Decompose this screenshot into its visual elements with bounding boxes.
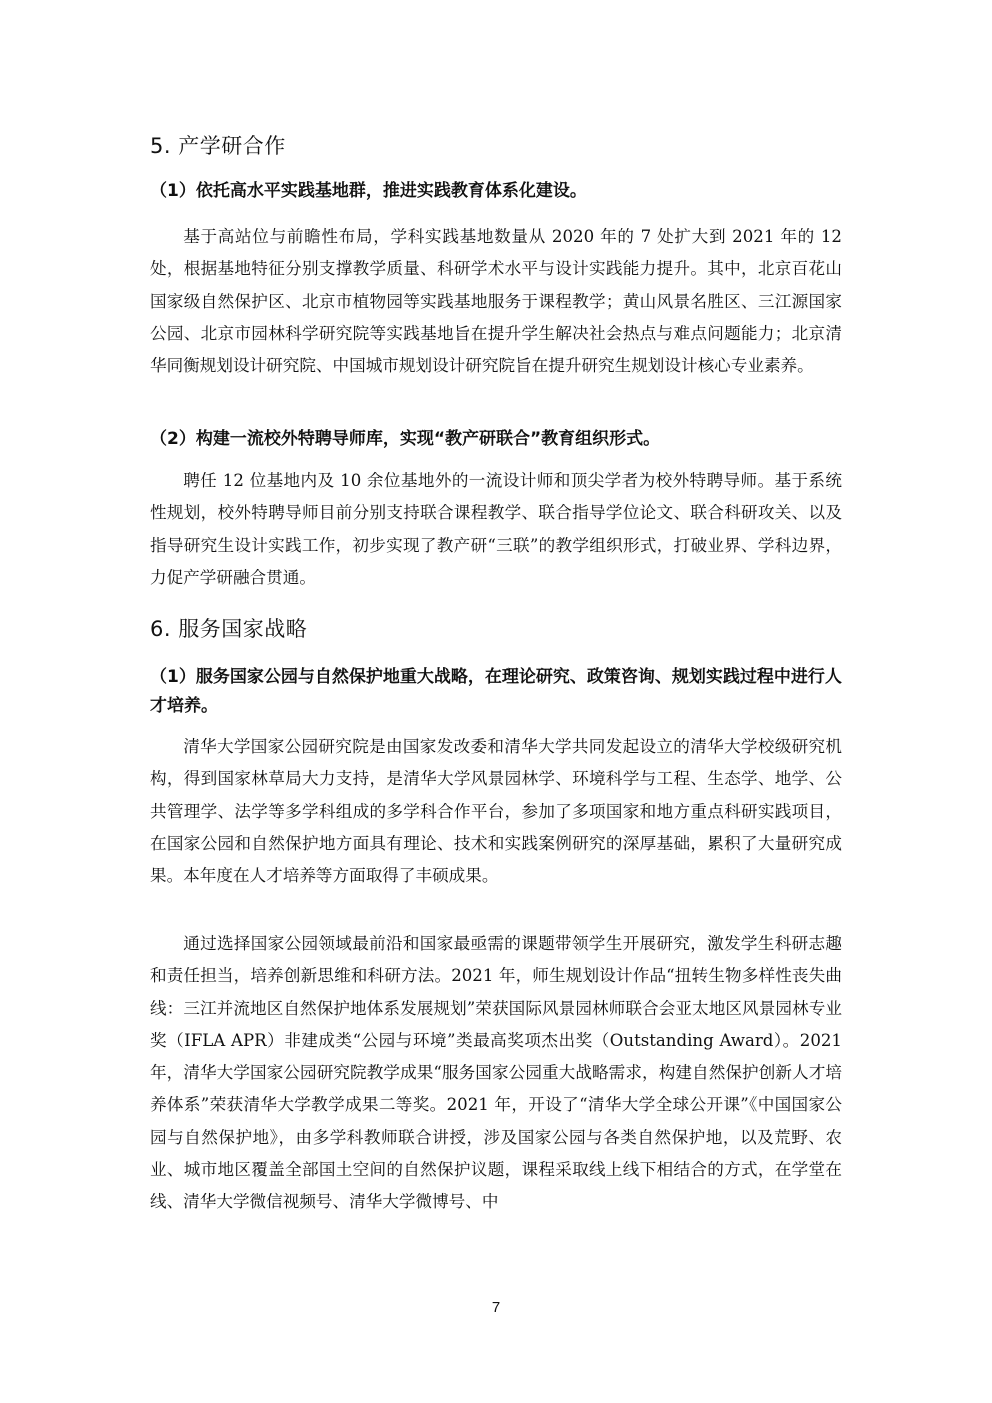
page-number: 7 — [491, 1299, 501, 1316]
subsection-title-6-1: （1）服务国家公园与自然保护地重大战略，在理论研究、政策咨询、规划实践过程中进行人才培养。 — [150, 667, 842, 716]
paragraph-6-2: 通过选择国家公园领域最前沿和国家最亟需的课题带领学生开展研究，激发学生科研志趣和责任担当，培养创新思维和科研方法。2021 年，师生规划设计作品“扭转生物多样性丧失曲线：三江并流地区自然保护地体系发展规划”荣获国际风景园林师联合会亚太地区风景园林专业奖（IFLA APR）非建成类“公园与环境”类最高奖项杰出奖（Outstanding Award）。2021 年，清华大学国家公园研究院教学成果“服务国家公园重大战略需求，构建自然保护创新人才培养体系”荣获清华大学教学成果二等奖。2021 年，开设了“清华大学全球公开课”《中国国家公园与自然保护地》，由多学科教师联合讲授，涉及国家公园与各类自然保护地，以及荒野、农业、城市地区覆盖全部国土空间的自然保护议题，课程采取线上线下相结合的方式，在学堂在线、清华大学微信视频号、清华大学微博号、中 — [150, 934, 842, 1212]
paragraph-6-1: 清华大学国家公园研究院是由国家发改委和清华大学共同发起设立的清华大学校级研究机构，得到国家林草局大力支持，是清华大学风景园林学、环境科学与工程、生态学、地学、公共管理学、法学等多学科组成的多学科合作平台，参加了多项国家和地方重点科研实践项目，在国家公园和自然保护地方面具有理论、技术和实践案例研究的深厚基础，累积了大量研究成果。本年度在人才培养等方面取得了丰硕成果。 — [150, 737, 842, 886]
section-heading-6: 6. 服务国家战略 — [150, 617, 308, 641]
section-heading-5: 5. 产学研合作 — [150, 134, 286, 158]
subsection-title-5-1: （1）依托高水平实践基地群，推进实践教育体系化建设。 — [150, 181, 587, 201]
paragraph-5-1: 基于高站位与前瞻性布局，学科实践基地数量从 2020 年的 7 处扩大到 2021 年的 12 处，根据基地特征分别支撑教学质量、科研学术水平与设计实践能力提升。其中，北京百花山国家级自然保护区、北京市植物园等实践基地服务于课程教学；黄山风景名胜区、三江源国家公园、北京市园林科学研究院等实践基地旨在提升学生解决社会热点与难点问题能力；北京清华同衡规划设计研究院、中国城市规划设计研究院旨在提升研究生规划设计核心专业素养。 — [150, 227, 842, 376]
subsection-title-5-2: （2）构建一流校外特聘导师库，实现“教产研联合”教育组织形式。 — [150, 429, 661, 449]
paragraph-5-2: 聘任 12 位基地内及 10 余位基地外的一流设计师和顶尖学者为校外特聘导师。基于系统性规划，校外特聘导师目前分别支持联合课程教学、联合指导学位论文、联合科研攻关、以及指导研究生设计实践工作，初步实现了教产研“三联”的教学组织形式，打破业界、学科边界，力促产学研融合贯通。 — [150, 471, 842, 587]
